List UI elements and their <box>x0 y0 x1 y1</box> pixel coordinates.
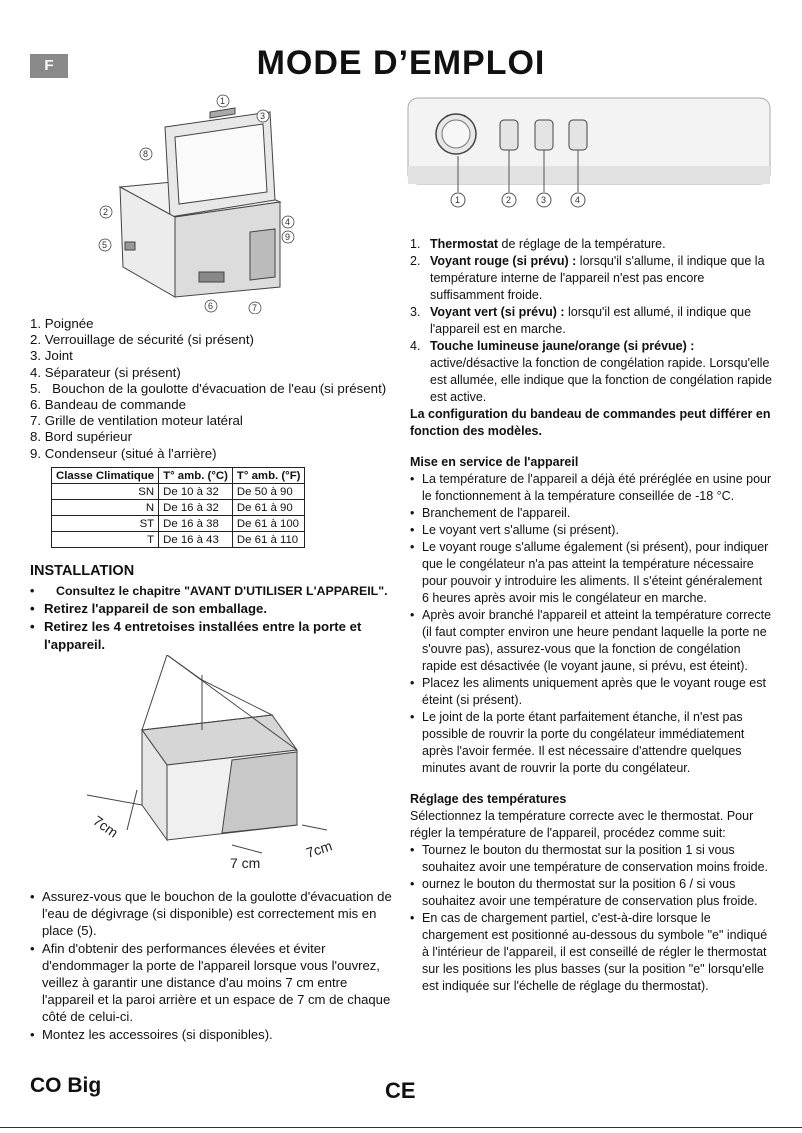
part-item: 9. Condenseur (situé à l'arrière) <box>30 445 217 461</box>
temperature-heading: Réglage des températures <box>410 792 567 806</box>
part-item: 5. Bouchon de la goulotte d'évacuation de l'eau (si présent) <box>30 380 387 396</box>
list-item: La température de l'appareil a déjà été préréglée en usine pour le fonctionnement à la température conseillée de -18 °C. <box>422 472 772 503</box>
callout-8: 8 <box>143 149 149 159</box>
table-header: Classe Climatique <box>52 468 159 484</box>
page-title: MODE D’EMPLOI <box>256 44 546 82</box>
panel-callout-2: 2 <box>506 195 512 205</box>
list-item: Le voyant rouge s'allume également (si présent), pour indiquer que le congélateur n'a pas atteint la température nécessaire pour pouvoir y introduire les aliments. Il s'éteint généralement 6 heures après avoir mis le congélateur en marche. <box>422 540 769 605</box>
part-item: 3. Joint <box>30 348 73 364</box>
callout-4: 4 <box>285 217 291 227</box>
clearance-label-bottom: 7 cm <box>230 855 261 871</box>
control-panel-figure <box>406 96 772 212</box>
divider <box>0 1127 802 1128</box>
control-item: 1. Thermostat de réglage de la température. <box>410 237 666 251</box>
panel-callout-3: 3 <box>541 195 547 205</box>
list-item: Consultez le chapitre "AVANT D'UTILISER L'APPAREIL". <box>56 584 388 598</box>
climate-class-table <box>51 467 305 548</box>
table-row: T De 16 à 43 De 61 à 110 <box>52 532 305 548</box>
panel-callout-4: 4 <box>575 195 581 205</box>
control-item: 3. Voyant vert (si prévu) : lorsqu'il est allumé, il indique que l'appareil est en marche. <box>410 305 752 336</box>
part-item: 8. Bord supérieur <box>30 429 132 445</box>
part-item: 7. Grille de ventilation moteur latéral <box>30 413 243 429</box>
right-column: 1. Thermostat de réglage de la température. 2. Voyant rouge (si prévu) : lorsqu'il s'allume, il indique que la température interne de l'appareil n'est pas encore suffisamment froide. 3. Voyant vert (si prévu) : lorsqu'il est allumé, il indique que l'appareil est en marche. 4. Touche lumineuse jaune/orange (si prévue) : active/désactive la fonction de congélation rapide. Lorsqu'elle est allumée, elle indique que la fonction de congélation rapide est active. La configuration du bandeau de commandes peut différer en fonction des modèles. Mise en service de l'appareil • La température de l'appareil a déjà été préréglée en usine pour le fonctionnement à la température conseillée de -18 °C. • Branchement de l'appareil. • Le voyant vert s'allume (si présent). • Le voyant rouge s'allume également (si présent), pour indiquer que le congélateur n'a pas atteint la température nécessaire pour pouvoir y introduire les aliments. Il s'éteint généralement 6 heures après avoir mis le congélateur en marche. • Après avoir branché l'appareil et atteint la température correcte (il faut compter environ une heure pendant laquelle la porte ne s'ouvre pas), assurez-vous que la fonction de congélation rapide est désactivée (le voyant jaune, si prévu, est éteint). • Placez les aliments uniquement après que le voyant rouge est éteint (si présent). • Le joint de la porte étant parfaitement étanche, il n'est pas possible de rouvrir la porte du congélateur immédiatement après l'avoir fermée. Il est nécessaire d'attendre quelques minutes avant de rouvrir la porte du congélateur. Réglage des températures Sélectionnez la température correcte avec le thermostat. Pour régler la température de l'appareil, procédez comme suit: • Tournez le bouton du thermostat sur la position 1 si vous souhaitez avoir une température de conservation moins froide. • ournez le bouton du thermostat sur la position 6 / si vous souhaitez avoir une température de conservation plus froide. • En cas de chargement partiel, c'est-à-dire lorsque le chargement est positionné au-dessous du symbole "e" indiqué à l'intérieur de l'appareil, il est conseillé de régler le thermostat sur les positions les plus basses (sur la position "e" lorsqu'elle est indiquée sur l'échelle de réglage du thermostat). <box>410 237 772 993</box>
red-indicator <box>500 120 518 150</box>
callout-9: 9 <box>285 232 291 242</box>
part-item: 4. Séparateur (si présent) <box>30 364 181 380</box>
startup-heading: Mise en service de l'appareil <box>410 455 579 469</box>
temperature-intro: Sélectionnez la température correcte avec le thermostat. Pour régler la température de l'appareil, procédez comme suit: <box>410 809 754 840</box>
list-item: Assurez-vous que le bouchon de la goulotte d'évacuation de l'eau de dégivrage (si disponible) est correctement mis en place (5). <box>42 889 392 939</box>
control-item: 4. Touche lumineuse jaune/orange (si prévue) : active/désactive la fonction de congélation rapide. Lorsqu'elle est allumée, elle indique que la fonction de congélation rapide est active. <box>410 339 772 404</box>
ce-mark: CE <box>385 1078 416 1103</box>
list-item: Branchement de l'appareil. <box>422 506 571 520</box>
clearance-figure <box>82 655 352 875</box>
list-item: Le voyant vert s'allume (si présent). <box>422 523 619 537</box>
list-item: Retirez les 4 entretoises installées entre la porte et l'appareil. <box>44 619 362 652</box>
table-row: SN De 10 à 32 De 50 à 90 <box>52 484 305 500</box>
fast-freeze-button <box>569 120 587 150</box>
parts-list <box>30 316 400 462</box>
table-row: N De 16 à 32 De 61 à 90 <box>52 500 305 516</box>
model-name: CO Big <box>30 1074 102 1097</box>
part-item: 2. Verrouillage de sécurité (si présent) <box>30 332 254 348</box>
list-item: Placez les aliments uniquement après que le voyant rouge est éteint (si présent). <box>422 676 766 707</box>
list-item: Montez les accessoires (si disponibles). <box>42 1026 273 1042</box>
clearance-label-right: 7cm <box>303 837 335 861</box>
control-item: 2. Voyant rouge (si prévu) : lorsqu'il s'allume, il indique que la température interne de l'appareil n'est pas encore suffisamment froide. <box>410 254 765 302</box>
callout-1: 1 <box>220 96 226 106</box>
list-item: En cas de chargement partiel, c'est-à-dire lorsque le chargement est positionné au-dessous du symbole "e" indiqué à l'intérieur de l'appareil, il est conseillé de régler le thermostat sur les positions les plus basses (sur la position "e" lorsqu'elle est indiquée sur l'échelle de réglage du thermostat). <box>422 911 768 993</box>
callout-7: 7 <box>252 303 258 313</box>
part-item: 6. Bandeau de commande <box>30 397 186 413</box>
green-indicator <box>535 120 553 150</box>
callout-2: 2 <box>103 207 109 217</box>
list-item: Après avoir branché l'appareil et atteint la température correcte (il faut compter environ une heure pendant laquelle la porte ne s'ouvre pas), assurez-vous que la fonction de congélation rapide est désactivée (le voyant jaune, si prévu, est éteint). <box>422 608 772 673</box>
table-row: ST De 16 à 38 De 61 à 100 <box>52 516 305 532</box>
installation-heading: INSTALLATION <box>30 563 135 579</box>
clearance-label-left: 7cm <box>90 812 122 841</box>
installation-list: • Consultez le chapitre "AVANT D'UTILISER L'APPAREIL". • Retirez l'appareil de son emballage. • Retirez les 4 entretoises installées entre la porte et l'appareil. <box>30 582 400 654</box>
list-item: Le joint de la porte étant parfaitement étanche, il n'est pas possible de rouvrir la porte du congélateur immédiatement après l'avoir fermée. Il est nécessaire d'attendre quelques minutes avant de rouvrir la porte du congélateur. <box>422 710 745 775</box>
panel-callout-1: 1 <box>455 195 461 205</box>
table-header: T° amb. (°C) <box>159 468 233 484</box>
controls-note: La configuration du bandeau de commandes peut différer en fonction des modèles. <box>410 407 771 438</box>
language-badge: F <box>30 54 68 78</box>
part-item: 1. Poignée <box>30 316 94 331</box>
installation-notes: • Assurez-vous que le bouchon de la goulotte d'évacuation de l'eau de dégivrage (si disponible) est correctement mis en place (5). • Afin d'obtenir des performances élevées et éviter d'endommager la porte de l'appareil lorsque vous l'ouvrez, veillez à garantir une distance d'au moins 7 cm entre l'appareil et la paroi arrière et un espace de 7 cm de chaque côté de celui-ci. • Montez les accessoires (si disponibles). <box>30 888 400 1043</box>
list-item: Tournez le bouton du thermostat sur la position 1 si vous souhaitez avoir une température de conservation moins froide. <box>422 843 769 874</box>
callout-3: 3 <box>260 111 266 121</box>
list-item: Afin d'obtenir des performances élevées et éviter d'endommager la porte de l'appareil lorsque vous l'ouvrez, veillez à garantir une distance d'au moins 7 cm entre l'appareil et la paroi arrière et un espace de 7 cm de chaque côté de celui-ci. <box>42 940 391 1025</box>
list-item: ournez le bouton du thermostat sur la position 6 / si vous souhaitez avoir une température de conservation plus froide. <box>422 877 758 908</box>
callout-6: 6 <box>208 301 214 311</box>
table-header: T° amb. (°F) <box>232 468 305 484</box>
list-item: Retirez l'appareil de son emballage. <box>44 601 268 616</box>
freezer-parts-figure <box>95 92 305 314</box>
callout-5: 5 <box>102 240 108 250</box>
